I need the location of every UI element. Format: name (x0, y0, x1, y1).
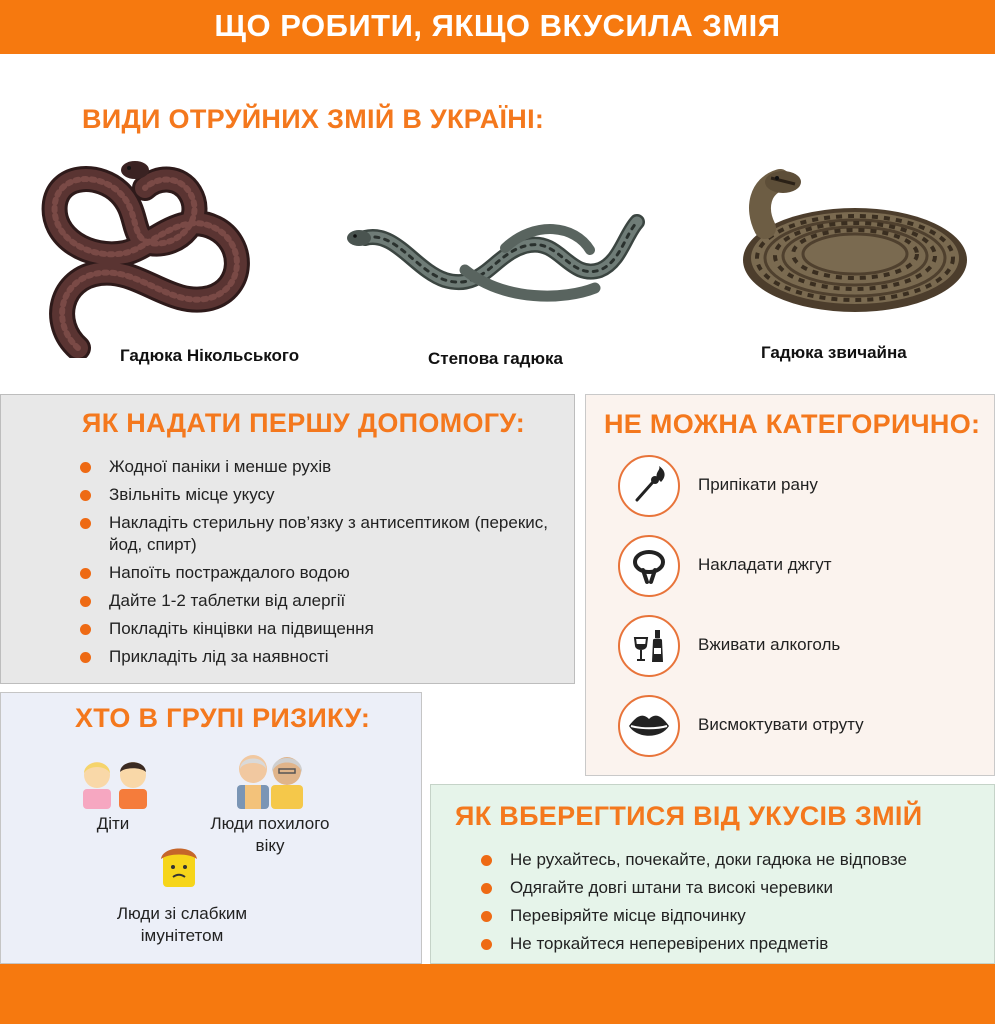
species-title: ВИДИ ОТРУЙНИХ ЗМІЙ В УКРАЇНІ: (82, 104, 545, 134)
risk-immunity-label: Люди зі слабким імунітетом (116, 904, 248, 945)
page-title: ЩО РОБИТИ, ЯКЩО ВКУСИЛА ЗМІЯ (214, 8, 781, 43)
first-aid-title: ЯК НАДАТИ ПЕРШУ ДОПОМОГУ: (82, 408, 526, 438)
nikolsky-viper-label: Гадюка Нікольського (120, 346, 300, 365)
wine-bottle-icon (618, 615, 680, 677)
steppe-viper-label: Степова гадюка (428, 349, 563, 368)
risk-group-title: ХТО В ГРУПІ РИЗИКУ: (75, 703, 371, 733)
list-item: Не торкайтеся неперевірених предметів (479, 933, 989, 955)
common-adder-image (725, 168, 970, 318)
forbidden-item (618, 535, 978, 599)
forbidden-item-label: Вживати алкоголь (698, 635, 841, 654)
forbidden-item-label: Припікати рану (698, 475, 818, 494)
forbidden-item-label: Накладати джгут (698, 555, 832, 574)
elderly-icon (235, 745, 305, 809)
protection-list (479, 849, 989, 961)
risk-elderly-label: Люди похилого віку (210, 814, 330, 855)
list-item: Жодної паніки і менше рухів (78, 456, 558, 478)
children-icon (81, 753, 151, 809)
list-item: Прикладіть лід за наявності (78, 646, 558, 668)
forbidden-title: НЕ МОЖНА КАТЕГОРИЧНО: (604, 409, 981, 439)
risk-group-panel (0, 692, 422, 964)
forbidden-item (618, 695, 978, 759)
sick-person-icon (159, 845, 199, 889)
protection-title: ЯК ВБЕРЕГТИСЯ ВІД УКУСІВ ЗМІЙ (455, 801, 923, 831)
list-item: Накладіть стерильну пов’язку з антисептиком (перекис, йод, спирт) (78, 512, 558, 556)
list-item: Перевіряйте місце відпочинку (479, 905, 989, 927)
list-item: Напоїть постраждалого водою (78, 562, 558, 584)
risk-children-label: Діти (96, 814, 130, 833)
footer-bar (0, 964, 995, 1024)
header-bar (0, 0, 995, 54)
lips-icon (618, 695, 680, 757)
list-item: Покладіть кінцівки на підвищення (78, 618, 558, 640)
protection-panel (430, 784, 995, 964)
first-aid-list (78, 456, 558, 674)
steppe-viper-image (345, 210, 645, 310)
nikolsky-viper-image (30, 148, 260, 358)
forbidden-panel (585, 394, 995, 776)
common-adder-label: Гадюка звичайна (761, 343, 907, 362)
forbidden-item (618, 455, 978, 519)
tourniquet-icon (618, 535, 680, 597)
list-item: Не рухайтесь, почекайте, доки гадюка не відповзе (479, 849, 989, 871)
forbidden-item-label: Висмоктувати отруту (698, 715, 864, 734)
forbidden-item (618, 615, 978, 679)
list-item: Дайте 1-2 таблетки від алергії (78, 590, 558, 612)
burning-match-icon (618, 455, 680, 517)
list-item: Одягайте довгі штани та високі черевики (479, 877, 989, 899)
list-item: Звільніть місце укусу (78, 484, 558, 506)
